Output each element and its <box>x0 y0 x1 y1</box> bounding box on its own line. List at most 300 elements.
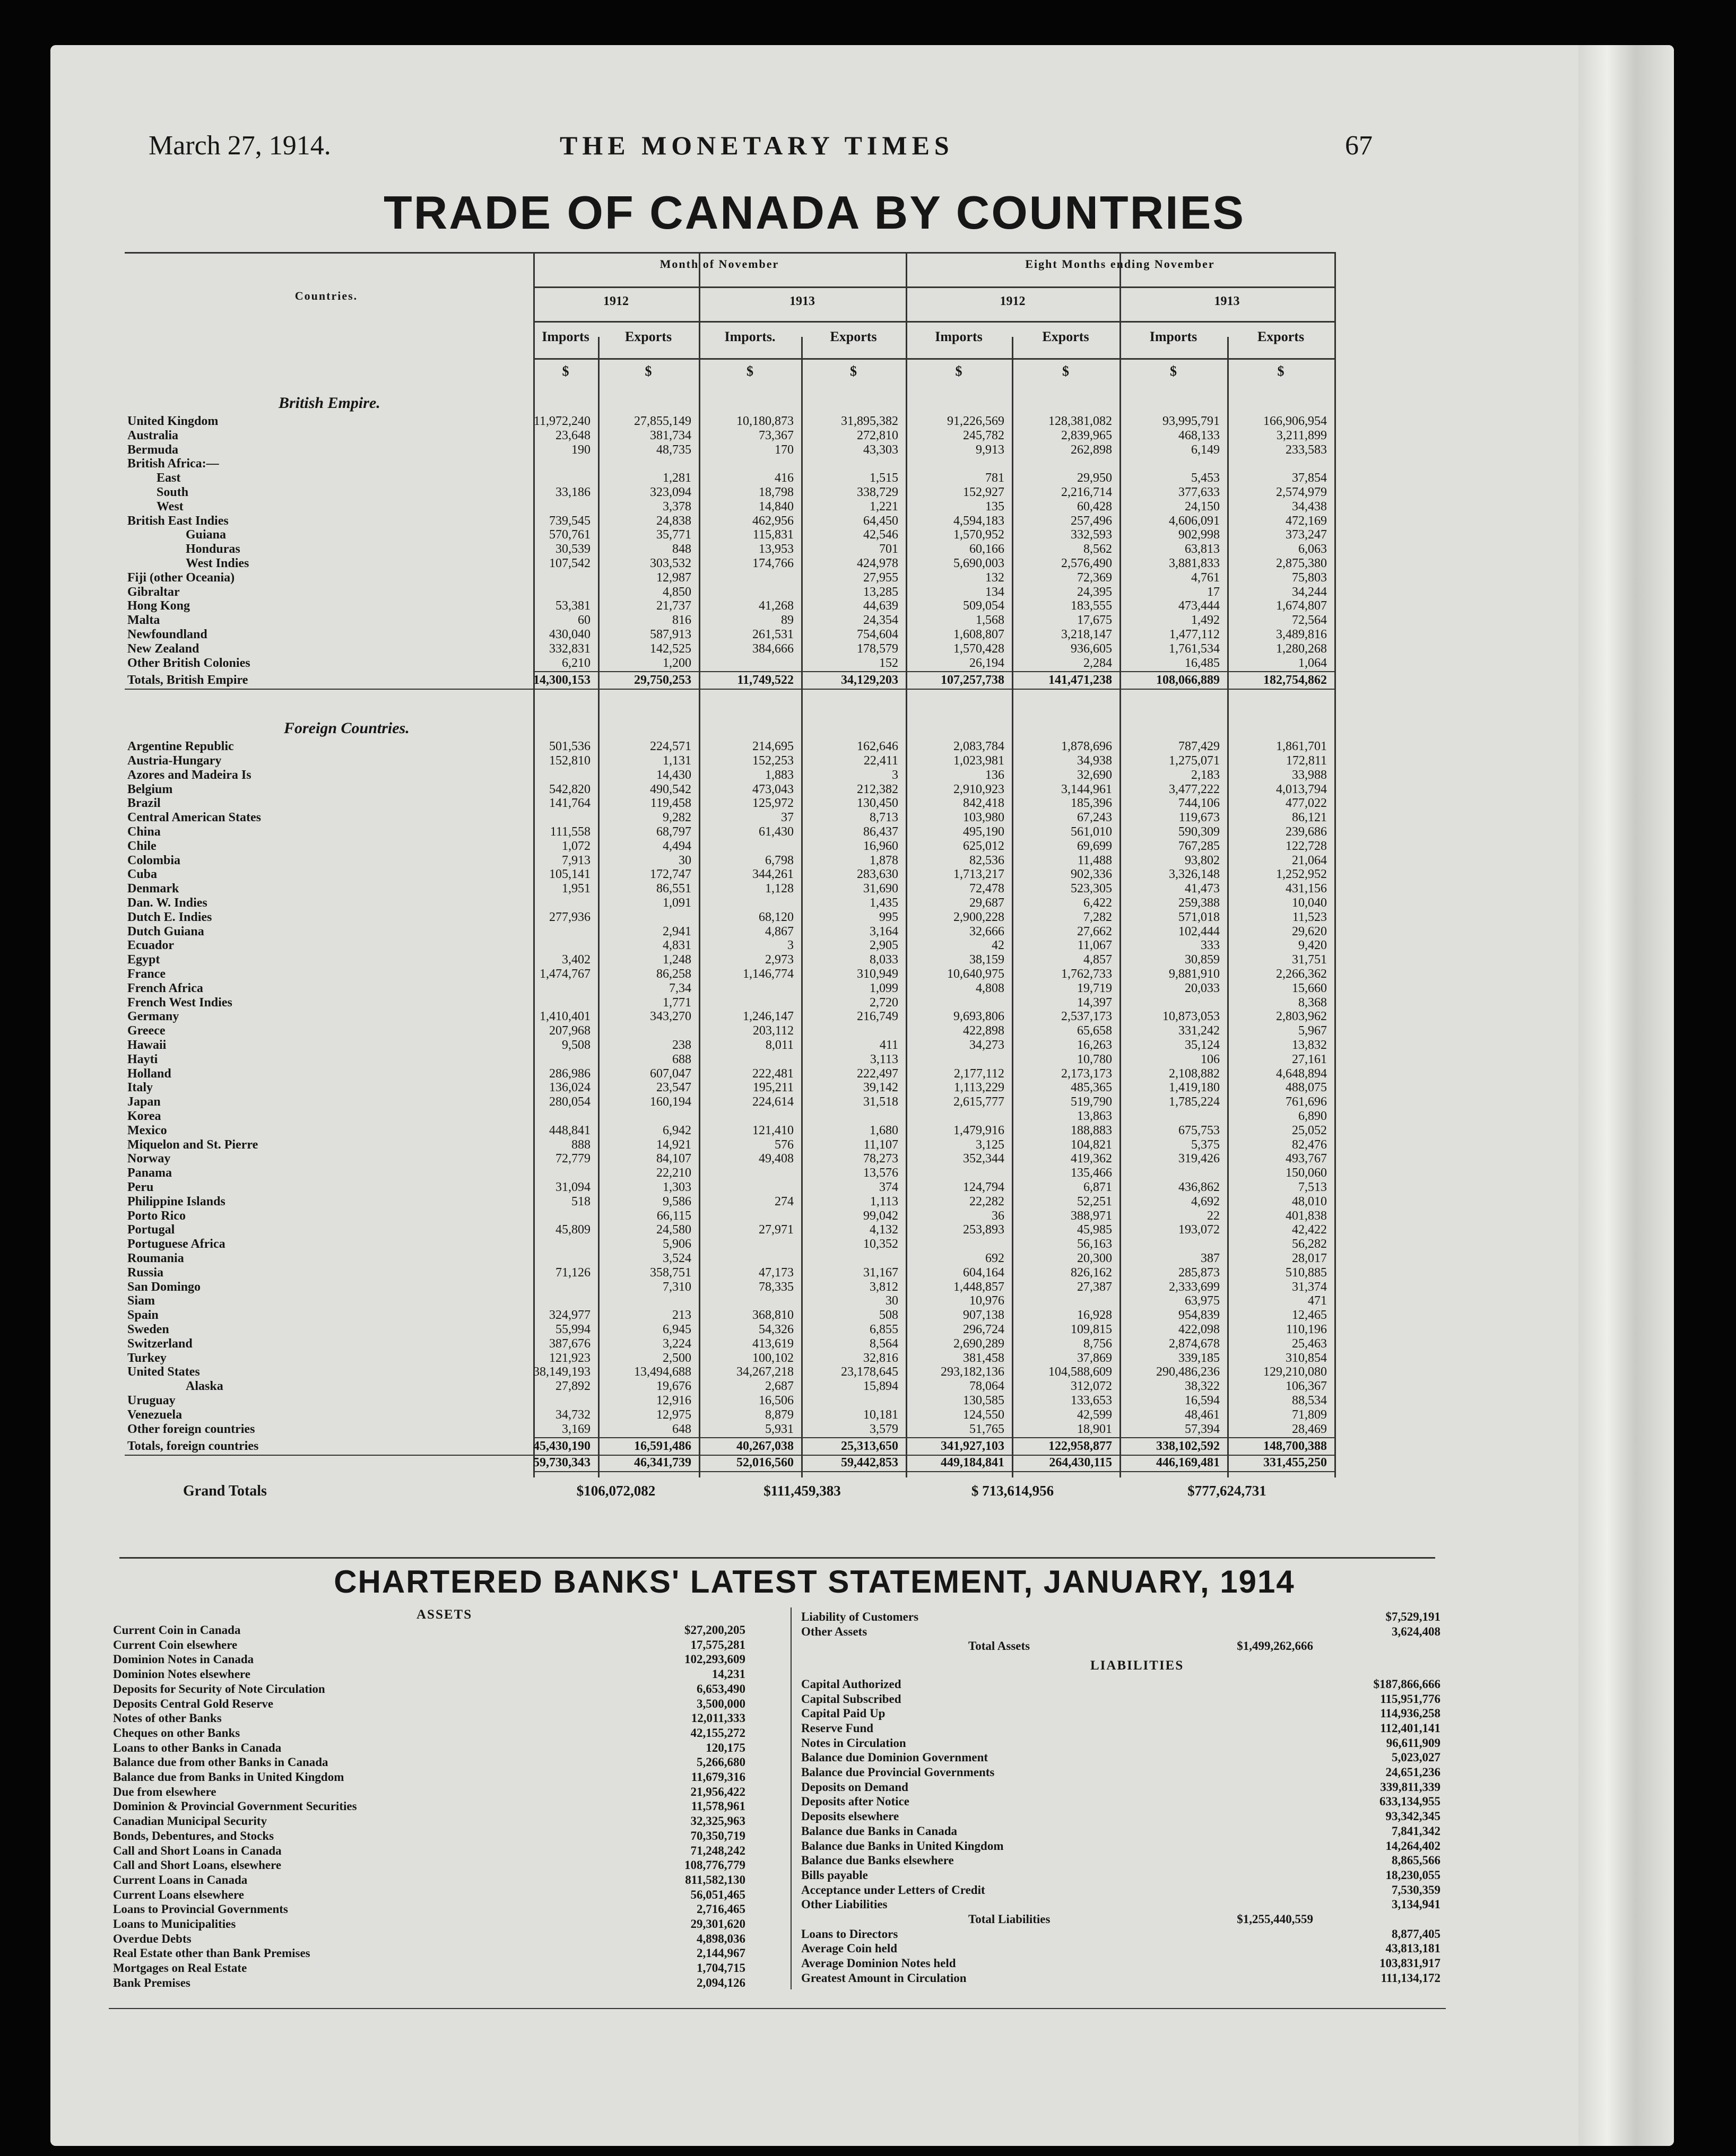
asset-label: Overdue Debts <box>113 1932 192 1945</box>
table-cell: 195,211 <box>752 1081 794 1095</box>
table-cell: 1,252,952 <box>1276 867 1327 882</box>
table-cell: 48,735 <box>656 442 691 457</box>
other-item-label: Average Dominion Notes held <box>801 1957 956 1970</box>
table-cell: 38,322 <box>1185 1379 1220 1394</box>
table-cell: 31,518 <box>863 1095 898 1109</box>
table-cell: 183,555 <box>1071 599 1112 613</box>
table-cell: 767,285 <box>1178 839 1220 853</box>
table-cell: 233,583 <box>1286 442 1327 457</box>
row-label: Mexico <box>127 1123 167 1137</box>
table-cell: 78,273 <box>863 1152 898 1166</box>
table-cell: 7,34 <box>669 981 691 995</box>
table-cell: 34,938 <box>1077 754 1112 768</box>
table-cell: 761,696 <box>1286 1095 1327 1109</box>
asset-value: 120,175 <box>706 1741 745 1754</box>
table-cell: 1,713,217 <box>953 867 1004 882</box>
row-label: Hong Kong <box>127 599 190 613</box>
table-cell: 2,333,699 <box>1169 1280 1220 1294</box>
row-label: Dutch E. Indies <box>127 910 212 924</box>
row-label: Dan. W. Indies <box>127 896 207 910</box>
liability-label: Acceptance under Letters of Credit <box>801 1883 985 1897</box>
table-cell: 69,699 <box>1077 839 1112 853</box>
liability-label: Deposits on Demand <box>801 1780 908 1794</box>
table-cell: 519,790 <box>1071 1095 1112 1109</box>
table-cell: 30,859 <box>1185 953 1220 967</box>
row-label: Central American States <box>127 811 261 825</box>
table-cell: 68,120 <box>759 910 794 924</box>
row-label: Switzerland <box>127 1336 193 1351</box>
table-cell: 91,226,569 <box>947 414 1004 428</box>
table-cell: 44,639 <box>863 599 898 613</box>
row-label: Other British Colonies <box>127 656 250 670</box>
table-cell: 902,998 <box>1178 528 1220 542</box>
table-cell: 312,072 <box>1071 1379 1112 1394</box>
table-cell: 1,951 <box>562 882 591 896</box>
table-cell: 561,010 <box>1071 825 1112 839</box>
other-item-value: 8,877,405 <box>1392 1927 1440 1941</box>
section-header: Foreign Countries. <box>284 719 410 737</box>
table-cell: 7,310 <box>663 1280 691 1294</box>
row-label: Spain <box>127 1308 159 1323</box>
table-cell: 10,873,053 <box>1162 1010 1220 1024</box>
row-label: Panama <box>127 1166 172 1180</box>
table-cell: 262,898 <box>1071 442 1112 457</box>
table-cell: 6,855 <box>870 1323 898 1336</box>
table-cell: 71,126 <box>555 1265 591 1280</box>
table-cell: 15,894 <box>863 1379 898 1394</box>
table-cell: 104,821 <box>1071 1137 1112 1152</box>
table-cell: 3,477,222 <box>1169 782 1220 796</box>
asset-value: 811,582,130 <box>685 1873 745 1886</box>
table-cell: 9,913 <box>976 442 1004 457</box>
group-eight-header: Eight Months ending November <box>1025 257 1215 271</box>
table-cell: 1,275,071 <box>1169 754 1220 768</box>
table-cell: 75,803 <box>1292 570 1327 585</box>
table-cell: 2,173,173 <box>1061 1066 1112 1081</box>
group-month-header: Month of November <box>659 257 779 271</box>
row-label: British East Indies <box>127 514 229 528</box>
table-cell: 907,138 <box>963 1308 1004 1323</box>
table-cell: 34,732 <box>555 1407 591 1422</box>
table-cell: 14,430 <box>656 768 691 782</box>
row-label: Peru <box>127 1180 154 1194</box>
year-header: 1913 <box>1214 294 1240 308</box>
table-cell: 510,885 <box>1286 1265 1327 1280</box>
row-label: Australia <box>127 428 178 442</box>
table-cell: 222,497 <box>857 1066 898 1081</box>
asset-value: 71,248,242 <box>690 1844 745 1857</box>
table-cell: 19,676 <box>656 1379 691 1394</box>
table-cell: 1,221 <box>870 499 898 514</box>
table-cell: 1,064 <box>1298 656 1327 670</box>
row-label: New Zealand <box>127 641 199 656</box>
liability-label: Balance due Banks elsewhere <box>801 1854 954 1867</box>
table-cell: 2,905 <box>870 938 898 953</box>
table-cell: 902,336 <box>1071 867 1112 882</box>
table-cell: 384,666 <box>752 641 794 656</box>
table-cell: 675,753 <box>1178 1123 1220 1137</box>
row-label: Honduras <box>186 542 240 557</box>
table-cell: 13,863 <box>1077 1109 1112 1123</box>
asset-label: Bank Premises <box>113 1976 190 1989</box>
table-cell: 5,931 <box>765 1422 794 1436</box>
table-cell: 8,756 <box>1083 1336 1112 1351</box>
table-cell: 89 <box>781 613 794 628</box>
table-cell: 13,285 <box>863 585 898 599</box>
table-cell: 377,633 <box>1178 485 1220 499</box>
table-cell: 35,124 <box>1185 1038 1220 1052</box>
table-cell: 2,615,777 <box>953 1095 1004 1109</box>
table-cell: 56,163 <box>1077 1237 1112 1251</box>
asset-value: 11,679,316 <box>691 1770 745 1784</box>
table-cell: 31,374 <box>1292 1280 1327 1294</box>
table-cell: 358,751 <box>650 1265 691 1280</box>
table-cell: 27,387 <box>1077 1280 1112 1294</box>
asset-label: Cheques on other Banks <box>113 1726 240 1740</box>
table-cell: 16,263 <box>1077 1038 1112 1052</box>
table-cell: 125,972 <box>752 796 794 811</box>
countries-header: Countries. <box>294 289 358 302</box>
table-cell: 60,166 <box>969 542 1004 557</box>
asset-label: Notes of other Banks <box>113 1711 222 1725</box>
table-cell: 787,429 <box>1178 740 1220 754</box>
row-label: San Domingo <box>127 1280 201 1294</box>
table-cell: 1,246,147 <box>743 1010 794 1024</box>
row-label: Guiana <box>186 528 227 542</box>
table-cell: 290,486,236 <box>1156 1365 1220 1379</box>
asset-label: Balance due from other Banks in Canada <box>113 1755 328 1769</box>
column-header: Exports <box>830 329 877 344</box>
table-cell: 37,869 <box>1077 1351 1112 1365</box>
table-cell: 4,594,183 <box>953 514 1004 528</box>
table-cell: 5,906 <box>663 1237 691 1251</box>
table-cell: 648 <box>672 1422 691 1436</box>
table-cell: 10,780 <box>1077 1052 1112 1066</box>
asset-label: Current Loans in Canada <box>113 1873 248 1886</box>
column-header: Imports <box>1149 329 1197 344</box>
table-cell: 2,576,490 <box>1061 557 1112 570</box>
table-cell: 16,506 <box>759 1394 794 1407</box>
table-cell: 13,953 <box>759 542 794 557</box>
table-cell: 473,444 <box>1178 599 1220 613</box>
table-cell: 4,761 <box>1191 570 1220 585</box>
table-cell: 888 <box>571 1137 591 1152</box>
liability-value: 5,023,027 <box>1392 1751 1440 1764</box>
table-cell: 150,060 <box>1286 1166 1327 1180</box>
table-cell: 604,164 <box>963 1265 1004 1280</box>
row-label: Azores and Madeira Is <box>127 768 251 782</box>
table-cell: 88,534 <box>1292 1394 1327 1407</box>
row-label: Portuguese Africa <box>127 1237 225 1251</box>
table-cell: 42,422 <box>1292 1223 1327 1237</box>
table-cell: 45,809 <box>555 1223 591 1237</box>
table-cell: 4,648,894 <box>1276 1066 1327 1081</box>
table-cell: 53,381 <box>555 599 591 613</box>
table-cell: 110,196 <box>1286 1323 1327 1336</box>
table-cell: 21,737 <box>656 599 691 613</box>
table-cell: 277,936 <box>549 910 591 924</box>
row-label: Japan <box>127 1095 161 1109</box>
header-rule <box>533 286 1334 288</box>
liability-label: Deposits after Notice <box>801 1795 909 1809</box>
table-cell: 3,402 <box>562 953 591 967</box>
table-cell: 462,956 <box>752 514 794 528</box>
table-cell: 207,968 <box>549 1024 591 1038</box>
table-cell: 8,368 <box>1298 995 1327 1010</box>
table-cell: 23,178,645 <box>841 1365 898 1379</box>
table-cell: 106,367 <box>1286 1379 1327 1394</box>
column-header: Exports <box>1257 329 1305 344</box>
table-cell: 11,488 <box>1077 853 1112 867</box>
table-cell: 224,614 <box>752 1095 794 1109</box>
table-cell: 212,382 <box>857 782 898 796</box>
table-cell: 448,841 <box>549 1123 591 1137</box>
table-cell: 121,410 <box>752 1123 794 1137</box>
table-cell: 274 <box>775 1194 794 1209</box>
table-cell: 1,608,807 <box>953 628 1004 641</box>
table-cell: 488,075 <box>1286 1081 1327 1095</box>
totals-rule <box>533 1437 1334 1438</box>
table-cell: 10,040 <box>1292 896 1327 910</box>
table-cell: 310,854 <box>1286 1351 1327 1365</box>
table-cell: 48,010 <box>1292 1194 1327 1209</box>
table-cell: 508 <box>879 1308 898 1323</box>
row-label: Belgium <box>127 782 173 796</box>
table-cell: 2,803,962 <box>1276 1010 1327 1024</box>
asset-label: Bonds, Debentures, and Stocks <box>113 1829 274 1842</box>
table-cell: 3,579 <box>870 1422 898 1436</box>
row-label: Bermuda <box>127 442 178 457</box>
totals-cell: 29,750,253 <box>634 673 691 688</box>
table-cell: 388,971 <box>1071 1209 1112 1223</box>
table-cell: 64,450 <box>863 514 898 528</box>
table-cell: 18,901 <box>1077 1422 1112 1436</box>
table-cell: 518 <box>571 1194 591 1209</box>
row-label: Russia <box>127 1265 164 1280</box>
liability-value: 96,611,909 <box>1386 1736 1440 1750</box>
totals-cell: 338,102,592 <box>1156 1439 1220 1454</box>
liability-value: 8,865,566 <box>1392 1854 1440 1867</box>
table-cell: 178,579 <box>857 641 898 656</box>
total-assets-value: $1,499,262,666 <box>1237 1639 1313 1653</box>
asset-value: 1,704,715 <box>697 1961 745 1975</box>
table-cell: 2,941 <box>663 924 691 938</box>
table-cell: 37,854 <box>1292 471 1327 485</box>
table-cell: 2,720 <box>870 995 898 1010</box>
table-cell: 129,210,080 <box>1263 1365 1327 1379</box>
table-cell: 102,444 <box>1178 924 1220 938</box>
table-cell: 16,594 <box>1185 1394 1220 1407</box>
table-cell: 257,496 <box>1071 514 1112 528</box>
table-cell: 99,042 <box>863 1209 898 1223</box>
table-cell: 1,515 <box>870 471 898 485</box>
table-cell: 4,867 <box>765 924 794 938</box>
table-cell: 430,040 <box>549 628 591 641</box>
row-label: Norway <box>127 1152 171 1166</box>
table-cell: 411 <box>879 1038 898 1052</box>
table-cell: 11,107 <box>863 1137 898 1152</box>
table-cell: 5,375 <box>1191 1137 1220 1152</box>
table-cell: 60 <box>578 613 591 628</box>
liability-label: Reserve Fund <box>801 1721 874 1735</box>
liability-value: 114,936,258 <box>1380 1707 1440 1720</box>
table-cell: 13,832 <box>1292 1038 1327 1052</box>
total-liabilities-label: Total Liabilities <box>968 1912 1051 1926</box>
table-cell: 132 <box>985 570 1004 585</box>
row-label: Turkey <box>127 1351 167 1365</box>
asset-value: 2,094,126 <box>697 1976 745 1989</box>
table-cell: 2,687 <box>765 1379 794 1394</box>
table-cell: 332,593 <box>1071 528 1112 542</box>
table-cell: 2,875,380 <box>1276 557 1327 570</box>
table-cell: 381,734 <box>650 428 691 442</box>
other-item-value: 103,831,917 <box>1379 1957 1440 1970</box>
table-cell: 954,839 <box>1178 1308 1220 1323</box>
table-cell: 2,177,112 <box>953 1066 1004 1081</box>
table-cell: 3,326,148 <box>1169 867 1220 882</box>
table-cell: 6,149 <box>1191 442 1220 457</box>
liability-value: 112,401,141 <box>1380 1721 1440 1735</box>
liability-label: Capital Paid Up <box>801 1707 886 1720</box>
header-rule <box>125 252 1334 254</box>
row-label: Denmark <box>127 882 179 896</box>
liability-value: $187,866,666 <box>1373 1677 1440 1691</box>
table-cell: 339,185 <box>1178 1351 1220 1365</box>
totals-label: Totals, British Empire <box>127 673 248 688</box>
table-cell: 12,987 <box>656 570 691 585</box>
table-cell: 67,243 <box>1077 811 1112 825</box>
table-cell: 422,098 <box>1178 1323 1220 1336</box>
row-label: Alaska <box>186 1379 223 1394</box>
table-cell: 124,550 <box>963 1407 1004 1422</box>
table-cell: 43,303 <box>863 442 898 457</box>
table-cell: 413,619 <box>752 1336 794 1351</box>
table-cell: 1,099 <box>870 981 898 995</box>
table-cell: 1,128 <box>765 882 794 896</box>
row-label: Portugal <box>127 1223 175 1237</box>
table-cell: 625,012 <box>963 839 1004 853</box>
table-cell: 1,113,229 <box>953 1081 1004 1095</box>
table-cell: 135 <box>985 499 1004 514</box>
table-cell: 86,437 <box>863 825 898 839</box>
table-cell: 1,761,534 <box>1169 641 1220 656</box>
table-cell: 3,125 <box>976 1137 1004 1152</box>
combined-cell: 52,016,560 <box>736 1456 794 1470</box>
totals-cell: 16,591,486 <box>634 1439 691 1454</box>
right-asset-label: Liability of Customers <box>801 1610 919 1623</box>
table-cell: 1,435 <box>870 896 898 910</box>
table-cell: 20,033 <box>1185 981 1220 995</box>
table-cell: 111,558 <box>550 825 591 839</box>
totals-cell: 122,958,877 <box>1048 1439 1112 1454</box>
combined-cell: 46,341,739 <box>634 1456 691 1470</box>
table-cell: 387,676 <box>549 1336 591 1351</box>
table-cell: 1,281 <box>663 471 691 485</box>
table-cell: 1,479,916 <box>953 1123 1004 1137</box>
row-label: France <box>127 967 166 981</box>
table-cell: 373,247 <box>1286 528 1327 542</box>
asset-value: 17,575,281 <box>690 1638 745 1651</box>
table-cell: 848 <box>672 542 691 557</box>
currency-symbol: $ <box>955 363 962 379</box>
header-rule <box>533 358 1334 360</box>
table-cell: 431,156 <box>1286 882 1327 896</box>
right-asset-label: Other Assets <box>801 1624 867 1638</box>
liability-label: Balance due Banks in Canada <box>801 1824 957 1838</box>
table-cell: 8,562 <box>1083 542 1112 557</box>
table-cell: 495,190 <box>963 825 1004 839</box>
table-cell: 17,675 <box>1077 613 1112 628</box>
table-cell: 172,747 <box>650 867 691 882</box>
table-cell: 6,798 <box>765 853 794 867</box>
row-label: Egypt <box>127 953 160 967</box>
table-cell: 6,210 <box>562 656 591 670</box>
table-cell: 4,494 <box>663 839 691 853</box>
table-cell: 9,693,806 <box>953 1010 1004 1024</box>
table-cell: 54,326 <box>759 1323 794 1336</box>
table-cell: 68,797 <box>656 825 691 839</box>
table-cell: 133,653 <box>1071 1394 1112 1407</box>
table-cell: 1,280,268 <box>1276 641 1327 656</box>
currency-symbol: $ <box>1277 363 1284 379</box>
asset-label: Call and Short Loans, elsewhere <box>113 1858 282 1872</box>
table-cell: 36 <box>992 1209 1004 1223</box>
table-cell: 3,378 <box>663 499 691 514</box>
table-cell: 1,131 <box>663 754 691 768</box>
row-label: Colombia <box>127 853 181 867</box>
table-cell: 130,450 <box>857 796 898 811</box>
row-label: Other foreign countries <box>127 1422 255 1436</box>
table-cell: 6,871 <box>1083 1180 1112 1194</box>
row-label: Germany <box>127 1010 179 1024</box>
page-number: 67 <box>1345 131 1373 161</box>
table-cell: 374 <box>879 1180 898 1194</box>
liability-label: Capital Authorized <box>801 1677 901 1691</box>
row-label: Siam <box>127 1294 155 1308</box>
asset-value: 32,325,963 <box>690 1814 745 1828</box>
table-cell: 122,728 <box>1286 839 1327 853</box>
asset-label: Call and Short Loans in Canada <box>113 1844 282 1857</box>
table-cell: 121,923 <box>549 1351 591 1365</box>
table-cell: 22,411 <box>863 754 898 768</box>
table-cell: 31,690 <box>863 882 898 896</box>
table-cell: 152,927 <box>963 485 1004 499</box>
table-cell: 286,986 <box>549 1066 591 1081</box>
table-cell: 63,975 <box>1185 1294 1220 1308</box>
table-cell: 141,764 <box>549 796 591 811</box>
table-cell: 30,539 <box>555 542 591 557</box>
row-label: South <box>157 485 189 499</box>
table-cell: 32,666 <box>969 924 1004 938</box>
totals-cell: 40,267,038 <box>736 1439 794 1454</box>
row-label: Venezuela <box>127 1407 183 1422</box>
row-label: Brazil <box>127 796 161 811</box>
table-cell: 485,365 <box>1071 1081 1112 1095</box>
currency-symbol: $ <box>562 363 569 379</box>
table-cell: 571,018 <box>1178 910 1220 924</box>
table-cell: 3,164 <box>870 924 898 938</box>
table-cell: 78,335 <box>759 1280 794 1294</box>
table-cell: 20,300 <box>1077 1251 1112 1265</box>
table-cell: 48,461 <box>1185 1407 1220 1422</box>
table-cell: 344,261 <box>752 867 794 882</box>
table-cell: 4,132 <box>870 1223 898 1237</box>
grand-total-cell: $106,072,082 <box>576 1483 656 1499</box>
table-cell: 12,465 <box>1292 1308 1327 1323</box>
asset-value: 6,653,490 <box>697 1682 745 1696</box>
table-cell: 576 <box>775 1137 794 1152</box>
table-cell: 12,916 <box>656 1394 691 1407</box>
